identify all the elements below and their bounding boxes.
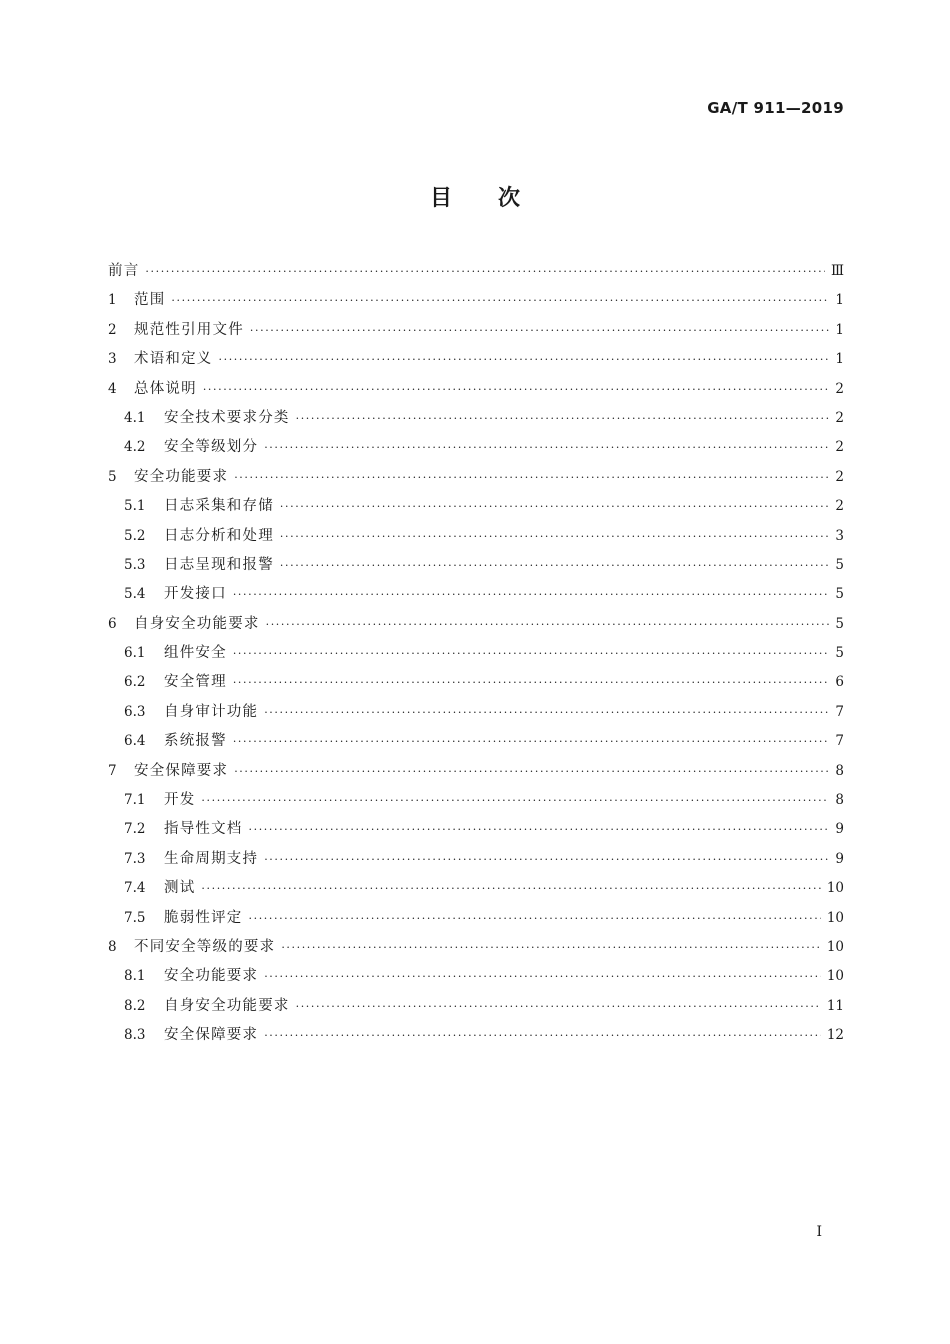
toc-label: 日志采集和存储 [164,498,274,515]
toc-leader-dots [234,463,829,492]
toc-number: 5.1 [124,498,146,515]
toc-leader-dots [280,551,830,580]
toc-label: 自身安全功能要求 [164,997,290,1014]
toc-leader-dots [264,1021,821,1050]
toc-entry[interactable] [108,433,844,462]
toc-label: 生命周期支持 [164,850,259,867]
toc-label: 安全管理 [164,674,227,691]
toc-number: 7.4 [124,880,146,897]
toc-page-number: 1 [835,321,844,338]
toc-label: 安全保障要求 [134,762,229,779]
toc-leader-dots [264,845,829,874]
toc-label: 自身安全功能要求 [134,615,260,632]
toc-number: 3 [108,351,117,368]
toc-page-number: 10 [826,938,844,955]
toc-number: 8.2 [124,997,146,1014]
toc-leader-dots [219,345,830,374]
toc-leader-dots [233,727,830,756]
toc-number: 1 [108,292,117,309]
toc-label: 安全保障要求 [164,1027,259,1044]
toc-label: 不同安全等级的要求 [134,938,276,955]
toc-page-number: 2 [835,409,844,426]
toc-label: 脆弱性评定 [164,909,243,926]
toc-page-number: 2 [835,498,844,515]
toc-number: 7.2 [124,821,146,838]
toc-entry[interactable] [108,933,844,962]
toc-leader-dots [296,992,821,1021]
title-part-1: 目 [429,186,452,211]
toc-page-number: 5 [835,556,844,573]
toc-page-number: 7 [835,703,844,720]
toc-entry[interactable] [108,757,844,786]
toc-entry[interactable] [108,786,844,815]
table-of-contents [108,257,844,1051]
toc-leader-dots [233,580,830,609]
toc-entry[interactable] [108,992,844,1021]
toc-entry[interactable] [108,522,844,551]
toc-number: 5.4 [124,586,146,603]
toc-entry[interactable] [108,551,844,580]
toc-leader-dots [233,639,830,668]
toc-leader-dots [280,522,830,551]
toc-number: 6.3 [124,703,146,720]
toc-page-number: 5 [835,645,844,662]
toc-page-number: 12 [826,1027,844,1044]
toc-entry[interactable] [108,463,844,492]
toc-entry[interactable] [108,404,844,433]
toc-number: 8.1 [124,968,146,985]
toc-label: 范围 [134,292,166,309]
toc-page-number: 2 [835,468,844,485]
toc-page-number: 2 [835,439,844,456]
toc-label: 前言 [108,263,140,279]
toc-leader-dots [249,815,830,844]
toc-label: 安全功能要求 [134,468,229,485]
toc-page-number: 7 [835,733,844,750]
toc-label: 系统报警 [164,733,227,750]
toc-page-number: 3 [835,527,844,544]
toc-entry[interactable] [108,698,844,727]
toc-entry[interactable] [108,962,844,991]
toc-number: 5.2 [124,527,146,544]
toc-leader-dots [264,962,821,991]
toc-number: 6 [108,615,117,632]
page-number: I [816,1224,822,1240]
toc-leader-dots [264,698,829,727]
toc-page-number: 5 [835,615,844,632]
toc-number: 4.2 [124,439,146,456]
title-part-2: 次 [498,186,521,211]
toc-entry[interactable] [108,845,844,874]
toc-leader-dots [296,404,830,433]
toc-page-number: 5 [835,586,844,603]
toc-page-number: 8 [835,792,844,809]
toc-label: 规范性引用文件 [134,321,244,338]
toc-number: 7.5 [124,909,146,926]
toc-entry[interactable] [108,904,844,933]
toc-number: 6.2 [124,674,146,691]
toc-page-number: 10 [826,880,844,897]
toc-label: 测试 [164,880,196,897]
toc-entry[interactable] [108,815,844,844]
toc-number: 6.4 [124,733,146,750]
toc-page-number: 8 [835,762,844,779]
toc-leader-dots [281,933,821,962]
toc-entry[interactable] [108,345,844,374]
toc-page-number: Ⅲ [830,263,844,279]
toc-leader-dots [249,904,821,933]
toc-label: 指导性文档 [164,821,243,838]
toc-entry[interactable] [108,727,844,756]
toc-leader-dots [234,757,829,786]
toc-leader-dots [201,874,820,903]
toc-label: 自身审计功能 [164,703,259,720]
toc-leader-dots [264,433,829,462]
toc-number: 2 [108,321,117,338]
toc-label: 安全功能要求 [164,968,259,985]
toc-label: 开发接口 [164,586,227,603]
toc-entry[interactable] [108,580,844,609]
toc-entry[interactable] [108,668,844,697]
toc-label: 总体说明 [134,380,197,397]
toc-label: 组件安全 [164,645,227,662]
toc-leader-dots [233,668,830,697]
toc-page-number: 6 [835,674,844,691]
toc-entry[interactable] [108,639,844,668]
toc-entry[interactable] [108,610,844,639]
toc-label: 开发 [164,792,196,809]
toc-entry[interactable] [108,1021,844,1050]
toc-number: 7 [108,762,117,779]
toc-label: 安全等级划分 [164,439,259,456]
toc-page-number: 9 [835,850,844,867]
toc-leader-dots [171,286,829,315]
toc-page-number: 1 [835,351,844,368]
toc-entry[interactable] [108,286,844,315]
toc-number: 8 [108,938,117,955]
toc-page-number: 10 [826,968,844,985]
toc-page-number: 11 [826,997,844,1014]
toc-number: 5 [108,468,117,485]
toc-label: 日志分析和处理 [164,527,274,544]
toc-number: 7.3 [124,850,146,867]
toc-leader-dots [145,257,825,286]
toc-label: 术语和定义 [134,351,213,368]
toc-number: 4 [108,380,117,397]
toc-number: 7.1 [124,792,146,809]
standard-code: GA/T 911—2019 [707,99,844,117]
toc-entry[interactable] [108,375,844,404]
toc-leader-dots [280,492,830,521]
toc-label: 日志呈现和报警 [164,556,274,573]
toc-page-number: 10 [826,909,844,926]
page-title [0,181,950,212]
toc-leader-dots [266,610,830,639]
toc-leader-dots [201,786,829,815]
toc-number: 8.3 [124,1027,146,1044]
toc-leader-dots [203,375,830,404]
toc-entry[interactable] [108,874,844,903]
toc-number: 4.1 [124,409,146,426]
toc-page-number: 1 [835,292,844,309]
toc-entry[interactable] [108,492,844,521]
toc-number: 5.3 [124,556,146,573]
toc-label: 安全技术要求分类 [164,409,290,426]
toc-entry[interactable] [108,257,844,286]
toc-leader-dots [250,316,830,345]
toc-number: 6.1 [124,645,146,662]
toc-page-number: 9 [835,821,844,838]
toc-entry[interactable] [108,316,844,345]
toc-page-number: 2 [835,380,844,397]
